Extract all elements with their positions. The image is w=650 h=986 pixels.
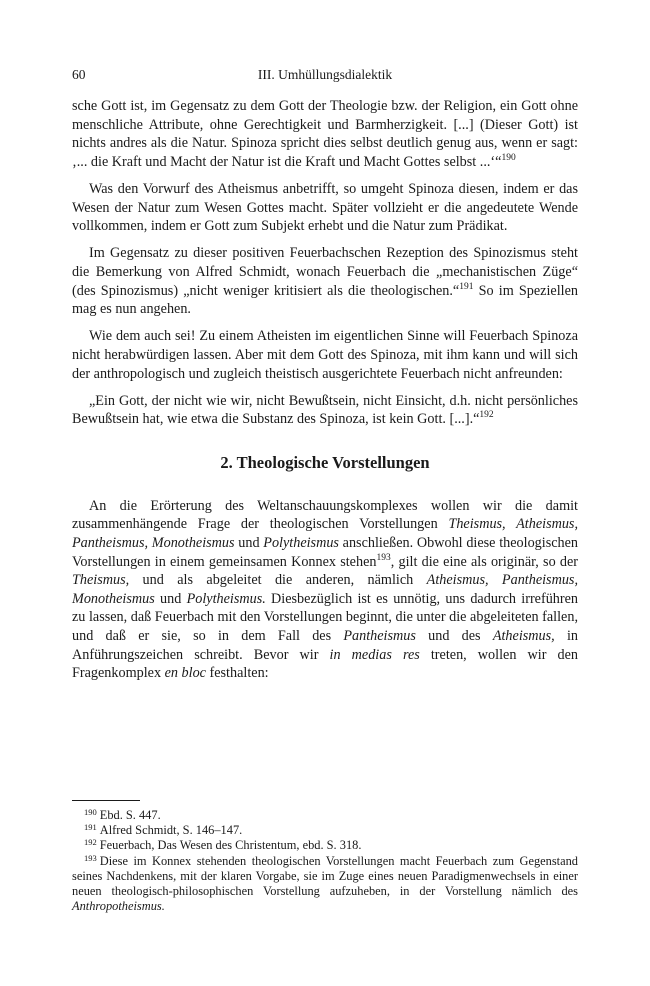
p5-s4: , gilt die eine als originär, so der bbox=[390, 553, 578, 570]
p5-i8: in medias res bbox=[329, 646, 420, 663]
paragraph-3-text-b: So im Speziellen mag es nun angehen. bbox=[72, 282, 578, 318]
footnote-text: Ebd. S. 447. bbox=[99, 808, 161, 822]
paragraph-1-text: sche Gott ist, im Gegensatz zu dem Gott der Theologie bzw. der Religion, ein Gott ohne menschliche Attribute, ohne Gerechtigkeit und Barmherzigkeit. [...] (Dieser Gott) ist nichts andres als die Natur. Spinoza spricht dies selbst deutlich genug aus, wenn er sagt: ‚... die Kraft und Macht der Natur ist die Kraft und Macht Gottes selbst ...‘“ bbox=[72, 98, 578, 170]
p5-s8: und des bbox=[415, 628, 493, 645]
footnote-190 bbox=[72, 808, 578, 823]
running-title: III. Umhüllungsdialektik bbox=[257, 67, 393, 82]
paragraph-1 bbox=[72, 97, 578, 171]
p5-s7: Diesbezüglich ist es unnötig, uns dadurch irreführen zu lassen, daß Feuerbach mit den Vorstellungen beginnt, die unter die abgeleiteten fallen, und daß er sie, so in dem Fall des bbox=[72, 590, 578, 645]
footnote-text: Alfred Schmidt, S. 146–147. bbox=[99, 823, 243, 838]
main-text bbox=[72, 97, 578, 691]
footnote-ref-191[interactable]: 191 bbox=[459, 281, 474, 292]
footnotes bbox=[72, 808, 578, 914]
footnote-ref-192[interactable]: 192 bbox=[479, 410, 494, 421]
quote-text: „Ein Gott, der nicht wie wir, nicht Bewußtsein, nicht Einsicht, d.h. nicht persönliches Bewußtsein hat, wie etwa die Substanz des Spinoza, ist kein Gott. [...].“ bbox=[72, 392, 578, 428]
paragraph-3-text-a: Im Gegensatz zu dieser positiven Feuerbachschen Rezeption des Spinozismus steht die Bemerkung von Alfred Schmidt, wonach Feuerbach die „mechanistischen Züge“ (des Spinozismus) „nicht weniger kritisiert als die theologischen.“ bbox=[72, 245, 578, 299]
p5-s3: anschließen. Obwohl diese theologischen Vorstellungen in einem gemeinsamen Konnex stehen bbox=[72, 535, 579, 570]
block-quote bbox=[72, 392, 578, 429]
section-heading-text: 2. Theologische Vorstellungen bbox=[220, 452, 430, 472]
footnote-italic: Anthropotheismus. bbox=[72, 899, 165, 914]
footnote-number: 191 bbox=[84, 822, 97, 833]
footnote-ref-193[interactable]: 193 bbox=[376, 552, 391, 563]
footnote-divider bbox=[72, 800, 140, 801]
footnote-ref-190[interactable]: 190 bbox=[501, 152, 516, 163]
footnote-number: 192 bbox=[84, 837, 97, 848]
section-heading bbox=[72, 453, 578, 473]
p5-s11: festhalten: bbox=[205, 665, 269, 682]
page-number: 60 bbox=[72, 67, 86, 82]
paragraph-4: Wie dem auch sei! Zu einem Atheisten im eigentlichen Sinne will Feuerbach Spinoza nicht herabwürdigen lassen. Aber mit dem Gott des Spinoza, mit ihm kann und will sich der anthropologisch und zugleich theistisch ausgerichtete Feuerbach nicht anfreunden: bbox=[72, 328, 578, 382]
p5-s9: in Anführungszeichen schreibt. Bevor wir bbox=[72, 628, 578, 663]
p5-i4: Atheismus, Pantheismus, Monotheismus bbox=[72, 572, 578, 607]
footnote-number: 193 bbox=[84, 852, 97, 863]
footnote-191 bbox=[72, 823, 578, 838]
footnote-193 bbox=[72, 854, 578, 915]
p5-i2: Polytheismus bbox=[263, 535, 339, 552]
p5-s5: und als abgeleitet die anderen, nämlich bbox=[129, 572, 427, 589]
p5-i6: Pantheismus bbox=[343, 628, 416, 645]
p5-s6: und bbox=[154, 590, 187, 607]
footnote-number: 190 bbox=[84, 807, 97, 817]
p5-s10: treten, wollen wir den Fragenkomplex bbox=[72, 646, 579, 682]
paragraph-2: Was den Vorwurf des Atheismus anbetrifft, so umgeht Spinoza diesen, indem er das Wesen der Natur zum Wesen Gottes macht. Später vollzieht er die angedeutete Wende vollkommen, indem er Gott zum Subjekt erhebt und die Natur zum Prädikat. bbox=[72, 180, 578, 235]
p5-i1: Theismus, Atheismus, Pantheismus, Monotheismus bbox=[72, 516, 578, 552]
p5-i9: en bloc bbox=[164, 665, 206, 682]
p5-i5: Polytheismus. bbox=[186, 590, 266, 607]
footnote-192 bbox=[72, 838, 578, 853]
p5-i3: Theismus, bbox=[72, 572, 130, 589]
paragraph-5 bbox=[72, 497, 578, 683]
footnote-text: Feuerbach, Das Wesen des Christentum, ebd. S. 318. bbox=[99, 838, 362, 853]
footnote-text: Diese im Konnex stehenden theologischen Vorstellungen macht Feuerbach zum Gegenstand seines Nachdenkens, mit der klaren Vorgabe, sie im Zuge eines neuen Paradigmenwechsels in einer neuen theologisch-philosophischen Vorstellung aufzuheben, in der Vorstellung nämlich des bbox=[72, 853, 578, 899]
p5-i7: Atheismus, bbox=[492, 628, 555, 645]
paragraph-3 bbox=[72, 244, 578, 318]
p5-s1: An die Erörterung des Weltanschauungskomplexes wollen wir die damit zusammenhängende Frage der theologischen Vorstellungen bbox=[72, 497, 578, 533]
p5-s2: und bbox=[234, 535, 264, 552]
